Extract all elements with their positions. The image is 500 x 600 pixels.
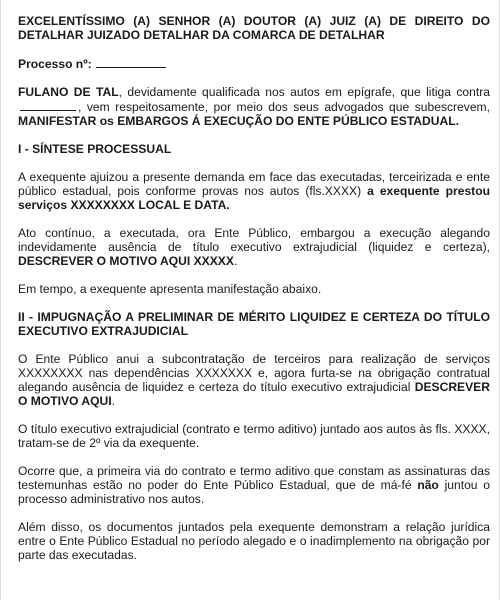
- intro-paragraph: [18, 85, 490, 128]
- s2p3-end: juntou o processo administrativo nos autos.: [18, 478, 490, 506]
- s1p2-bold: DESCREVER O MOTIVO AQUI XXXXX: [18, 254, 234, 268]
- section-2-paragraph-3: [18, 464, 490, 506]
- section-2-paragraph-4: Além disso, os documentos juntados pela exequente demonstram a relação jurídica entre o Ente Público Estadual no período alegado e o inadimplemento na obrigação por parte das executadas.: [18, 520, 490, 562]
- party-name: FULANO DE TAL: [18, 85, 119, 99]
- processo-number-blank: [96, 56, 166, 68]
- section-1-paragraph-2: [18, 226, 490, 268]
- section-2-paragraph-1: [18, 352, 490, 408]
- processo-line: [18, 56, 490, 71]
- section-2-paragraph-2: O título executivo extrajudicial (contrato e termo aditivo) juntado aos autos às fls. XXXX, tratam-se de 2º via da exequente.: [18, 422, 490, 450]
- s2p1-bold: DESCREVER O MOTIVO AQUI: [18, 380, 490, 408]
- court-header: EXCELENTÍSSIMO (A) SENHOR (A) DOUTOR (A) JUIZ (A) DE DIREITO DO DETALHAR JUIZADO DETALHAR DA COMARCA DE DETALHAR: [18, 14, 490, 42]
- s1p2-end: .: [233, 254, 238, 268]
- s2p3-bold: não: [417, 478, 439, 492]
- intro-text-1: , devidamente qualificada nos autos em epígrafe, que litiga contra: [118, 85, 490, 99]
- section-1-paragraph-1: [18, 170, 490, 212]
- section-1-title: I - SÍNTESE PROCESSUAL: [18, 142, 172, 156]
- processo-label: Processo nº:: [18, 57, 92, 71]
- s2p3-text: Ocorre que, a primeira via do contrato e termo aditivo que constam as assinaturas das testemunhas estão no poder do Ente Público Estadual, que de má-fé: [18, 464, 490, 492]
- intro-action: MANIFESTAR os EMBARGOS Á EXECUÇÃO DO ENTE PÚBLICO ESTADUAL.: [18, 114, 459, 128]
- s2p1-end: .: [111, 394, 115, 408]
- section-2-title: II - IMPUGNAÇÃO A PRELIMINAR DE MÉRITO LIQUIDEZ E CERTEZA DO TÍTULO EXECUTIVO EXTRAJUDICIAL: [18, 310, 490, 338]
- document-body: [18, 14, 490, 576]
- section-1-paragraph-3: Em tempo, a exequente apresenta manifestação abaixo.: [18, 282, 322, 296]
- intro-text-2: , vem respeitosamente, por meio dos seus advogados que subescrevem,: [78, 100, 490, 114]
- contra-party-blank: [20, 99, 76, 111]
- s2p1-text: O Ente Público anui a subcontratação de terceiros para realização de serviços XXXXXXXX nas dependências XXXXXXX e, agora furta-se na obrigação contratual alegando ausência de liquidez e certeza do título executivo extrajudicial: [18, 352, 490, 394]
- s1p1-bold: a exequente prestou serviços XXXXXXXX LOCAL E DATA.: [18, 184, 490, 212]
- s1p1-text: A exequente ajuizou a presente demanda em face das executadas, terceirizada e ente público estadual, pois conforme provas nos autos (fls.XXXX): [18, 170, 490, 198]
- s1p2-text: Ato contínuo, a executada, ora Ente Público, embargou a execução alegando indevidamente ausência de título executivo extrajudicial (liquidez e certeza),: [18, 226, 490, 254]
